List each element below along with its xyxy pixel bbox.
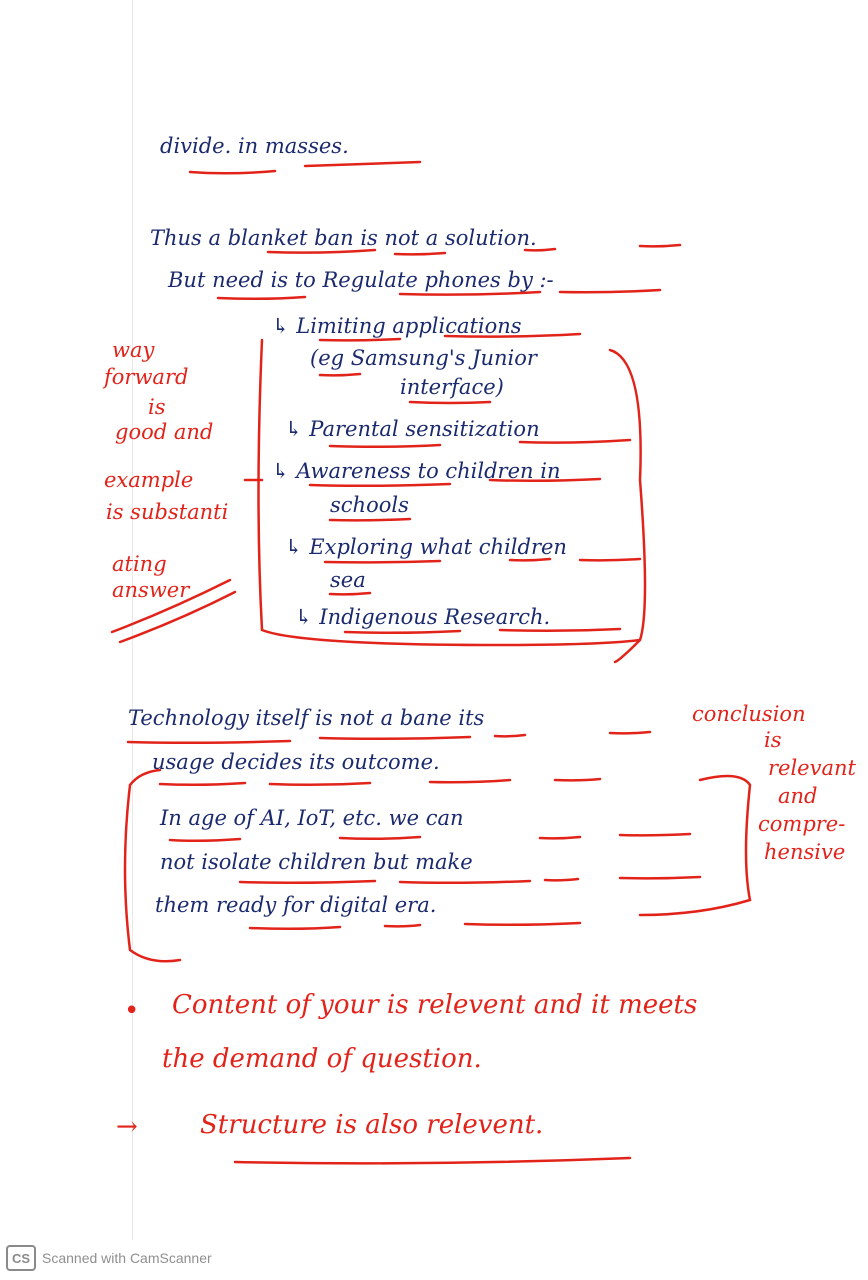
underline — [545, 879, 578, 880]
underline — [525, 249, 555, 250]
underline — [410, 402, 490, 403]
underline — [270, 783, 370, 785]
bracket-bullets — [259, 340, 641, 645]
underline — [520, 440, 630, 443]
underline — [190, 171, 275, 173]
underline — [400, 292, 540, 295]
underline — [395, 253, 445, 254]
margin-right-1: conclusion — [692, 702, 806, 726]
margin-left-1: way — [112, 338, 155, 362]
conclusion-line-2: usage decides its outcome. — [152, 750, 440, 774]
margin-underline — [112, 580, 230, 632]
underline — [325, 561, 440, 562]
feedback-line-2: the demand of question. — [162, 1044, 482, 1074]
margin-left-5: example — [104, 468, 194, 492]
underline — [330, 445, 440, 447]
underline — [305, 162, 420, 166]
bullet-4-cont: sea — [330, 568, 366, 592]
underline — [620, 877, 700, 878]
conclusion-line-5: them ready for digital era. — [155, 893, 437, 917]
margin-underline — [120, 592, 235, 642]
margin-left-8: answer — [112, 578, 190, 602]
underline — [250, 927, 340, 929]
margin-left-4: good and — [115, 420, 214, 444]
feedback-arrow: → — [116, 1112, 138, 1142]
margin-right-2: is — [764, 728, 782, 752]
underline — [560, 290, 660, 292]
underline — [385, 925, 420, 926]
bullet-4: ↳ Exploring what children — [285, 535, 567, 559]
margin-left-3: is — [148, 395, 166, 419]
underline — [345, 631, 460, 633]
underline — [445, 334, 580, 337]
underline — [320, 339, 400, 340]
underline — [170, 839, 240, 841]
underline — [340, 837, 420, 839]
underline — [620, 834, 690, 835]
bullet-3: ↳ Awareness to children in — [272, 459, 561, 483]
bracket-bullets — [610, 350, 645, 662]
bullet-1-cont-b: interface) — [400, 375, 504, 399]
feedback-line-3: Structure is also relevent. — [200, 1110, 544, 1140]
conclusion-line-1: Technology itself is not a bane its — [128, 706, 485, 730]
answer-line-3: But need is to Regulate phones by :- — [168, 268, 554, 292]
underline — [310, 484, 450, 486]
feedback-underline — [235, 1158, 630, 1163]
bracket-conclusion — [125, 770, 180, 961]
margin-right-6: hensive — [764, 840, 846, 864]
conclusion-line-3: In age of AI, IoT, etc. we can — [160, 806, 464, 830]
bullet-3-cont: schools — [330, 493, 409, 517]
underline — [640, 245, 680, 246]
margin-right-3: relevant — [768, 756, 856, 780]
underline — [128, 741, 290, 743]
margin-right-4: and — [778, 784, 818, 808]
underline — [268, 250, 375, 253]
underline — [330, 593, 370, 594]
underline — [320, 374, 360, 375]
underline — [510, 559, 550, 560]
underline — [540, 837, 580, 838]
feedback-bullet: • — [124, 996, 140, 1026]
underline — [465, 923, 580, 925]
underline — [160, 783, 245, 785]
margin-right-5: compre- — [758, 812, 846, 836]
scanner-watermark-text: Scanned with CamScanner — [42, 1250, 212, 1266]
underline — [218, 297, 305, 299]
bullet-1-cont-a: (eg Samsung's Junior — [310, 346, 537, 370]
margin-left-7: ating — [112, 552, 167, 576]
underline — [400, 881, 530, 883]
scanner-watermark — [6, 1243, 212, 1273]
answer-line-1: divide. in masses. — [160, 134, 349, 158]
underline — [500, 629, 620, 631]
margin-left-6: is substanti — [106, 500, 229, 524]
camscanner-logo-icon: CS — [6, 1245, 36, 1271]
underline — [555, 779, 600, 780]
bullet-1: ↳ Limiting applications — [272, 314, 522, 338]
margin-left-2: forward — [104, 365, 189, 389]
bracket-conclusion — [640, 776, 750, 915]
underline — [430, 780, 510, 782]
underline — [330, 519, 410, 520]
bullet-5: ↳ Indigenous Research. — [295, 605, 551, 629]
feedback-line-1: Content of your is relevent and it meets — [172, 990, 698, 1020]
underline — [490, 479, 600, 481]
underline — [610, 732, 650, 733]
underline — [580, 559, 640, 560]
underline — [495, 735, 525, 736]
underline — [240, 881, 375, 883]
underline — [320, 737, 470, 739]
bullet-2: ↳ Parental sensitization — [285, 417, 540, 441]
answer-line-2: Thus a blanket ban is not a solution. — [150, 226, 537, 250]
conclusion-line-4: not isolate children but make — [160, 850, 473, 874]
